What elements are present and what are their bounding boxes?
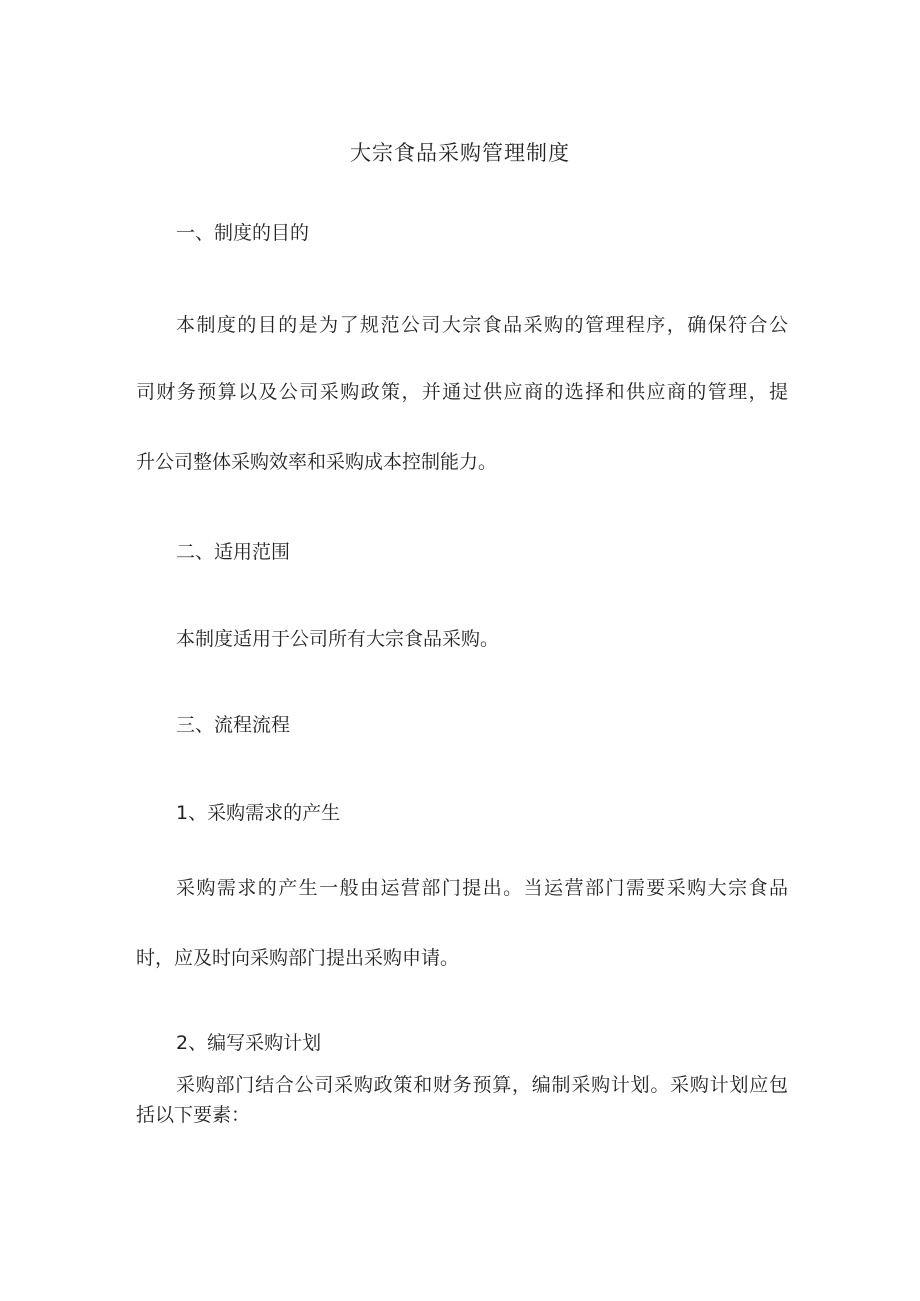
section-heading-purpose: 一、制度的目的 (176, 222, 310, 244)
document-title: 大宗食品采购管理制度 (350, 141, 570, 165)
paragraph-line: 采购部门结合公司采购政策和财务预算，编制采购计划。采购计划应包 (176, 1074, 788, 1096)
paragraph-line: 括以下要素： (136, 1104, 251, 1126)
paragraph-line: 司财务预算以及公司采购政策，并通过供应商的选择和供应商的管理，提 (136, 381, 788, 403)
section-heading-scope: 二、适用范围 (176, 541, 291, 563)
paragraph-line: 本制度的目的是为了规范公司大宗食品采购的管理程序，确保符合公 (176, 314, 788, 336)
subsection-heading-demand: 1、采购需求的产生 (176, 802, 341, 824)
subsection-heading-plan: 2、编写采购计划 (176, 1032, 322, 1054)
section-heading-process: 三、流程流程 (176, 714, 291, 736)
paragraph-line: 升公司整体采购效率和采购成本控制能力。 (136, 451, 498, 473)
paragraph-line: 采购需求的产生一般由运营部门提出。当运营部门需要采购大宗食品 (176, 877, 788, 899)
paragraph-line: 本制度适用于公司所有大宗食品采购。 (176, 628, 500, 650)
paragraph-line: 时，应及时向采购部门提出采购申请。 (136, 947, 460, 969)
